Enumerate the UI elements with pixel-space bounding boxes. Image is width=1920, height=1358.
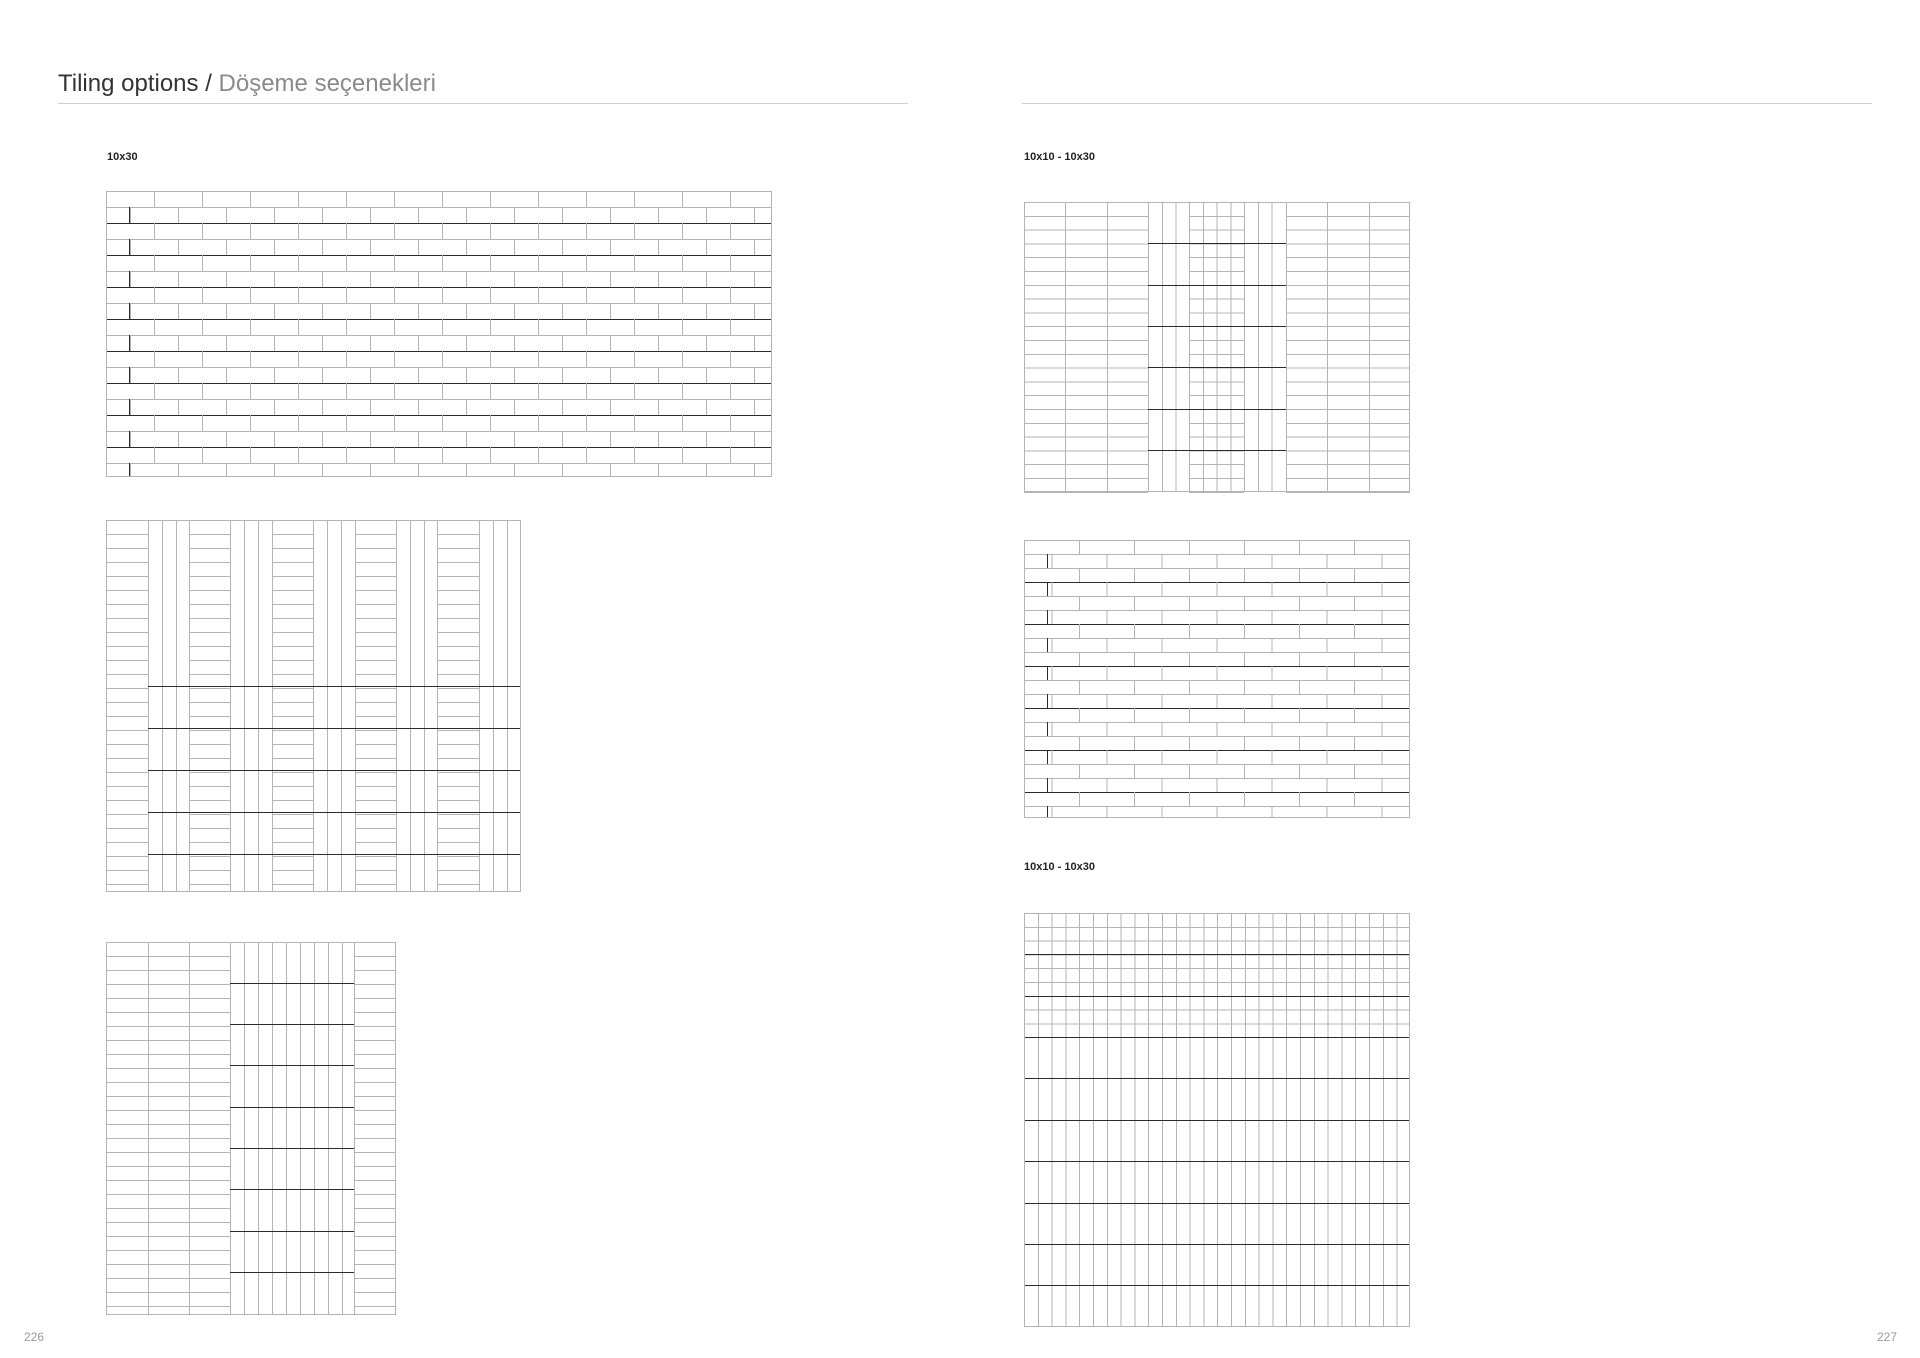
page-title-english: Tiling options /: [58, 70, 212, 97]
header-rule-left: [58, 103, 908, 104]
page-number-left: 226: [24, 1330, 45, 1344]
tile-pattern-vertical-band: [106, 942, 396, 1315]
tile-pattern-mixed-stripes: [1024, 202, 1410, 492]
tile-pattern-stripes-grid: [106, 520, 521, 892]
page-number-right: 227: [1877, 1330, 1898, 1344]
tile-pattern-squares-vertical: [1024, 913, 1410, 1327]
tile-pattern-running-bond-dense: [1024, 540, 1410, 818]
pattern-label-10x30: 10x30: [107, 151, 138, 163]
header-rule-right: [1022, 103, 1872, 104]
page-title-turkish: Döşeme seçenekleri: [211, 70, 436, 97]
page-title: [58, 70, 436, 98]
pattern-label-mixed-top: 10x10 - 10x30: [1024, 151, 1095, 163]
tile-pattern-running-bond: [106, 191, 772, 477]
pattern-label-mixed-bottom: 10x10 - 10x30: [1024, 861, 1095, 873]
